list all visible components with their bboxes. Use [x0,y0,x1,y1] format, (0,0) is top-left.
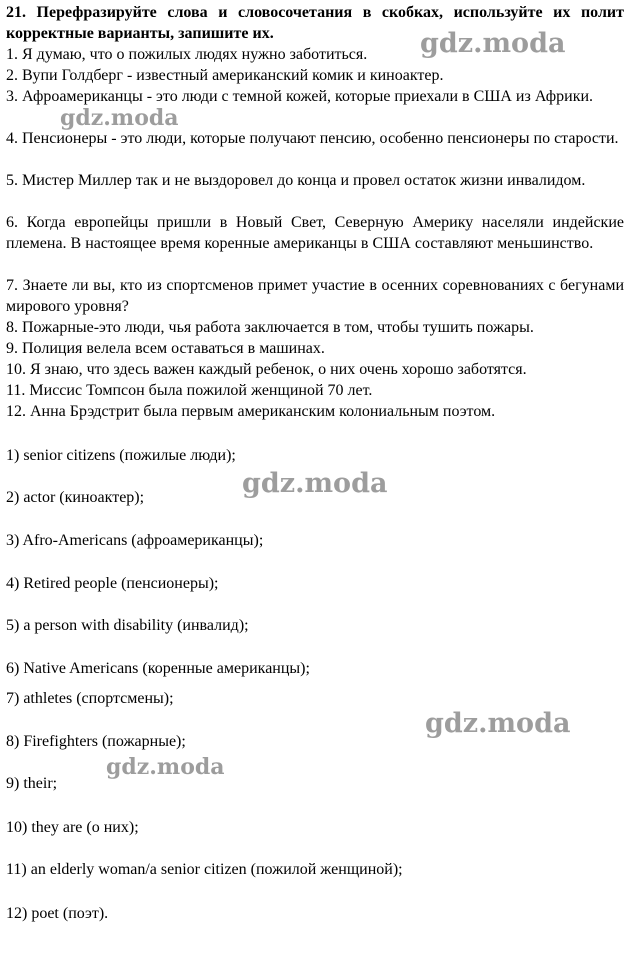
sentence-5: 5. Мистер Миллер так и не выздоровел до конца и провел остаток жизни инвалидом. [6,172,586,189]
watermark-4: gdz.moda [425,708,571,739]
sentence-7: 7. Знаете ли вы, кто из спортсменов примет участие в осенних соревнованиях с бегунами мирового уровня? [6,277,624,315]
watermark-3: gdz.moda [242,468,388,499]
answer-5: 5) a person with disability (инвалид); [6,617,249,634]
sentence-3: 3. Афроамериканцы - это люди с темной кожей, которые приехали в США из Африки. [6,88,594,105]
answer-10: 10) they are (о них); [6,819,139,836]
answer-8: 8) Firefighters (пожарные); [6,733,186,750]
exercise-header: 21. Перефразируйте слова и словосочетания в скобках, используйте их полит корректные варианты, запишите их. [6,4,624,42]
answer-11: 11) an elderly woman/a senior citizen (пожилой женщиной); [6,861,403,878]
answer-9: 9) their; [6,775,58,792]
answer-6: 6) Native Americans (коренные американцы); [6,660,310,677]
sentence-9: 9. Полиция велела всем оставаться в машинах. [6,340,325,357]
watermark-2: gdz.moda [60,105,179,131]
answer-12: 12) poet (поэт). [6,905,109,922]
watermark-1: gdz.moda [420,28,566,59]
sentence-4: 4. Пенсионеры - это люди, которые получают пенсию, особенно пенсионеры по старости. [6,130,619,147]
answer-4: 4) Retired people (пенсионеры); [6,575,219,592]
sentence-1: 1. Я думаю, что о пожилых людях нужно заботиться. [6,46,368,63]
answer-7: 7) athletes (спортсмены); [6,690,174,707]
answer-3: 3) Afro-Americans (афроамериканцы); [6,532,264,549]
watermark-5: gdz.moda [106,754,225,780]
sentence-12: 12. Анна Брэдстрит была первым американским колониальным поэтом. [6,403,496,420]
sentence-2: 2. Вупи Голдберг - известный американский комик и киноактер. [6,67,444,84]
answer-2: 2) actor (киноактер); [6,489,145,506]
sentence-6: 6. Когда европейцы пришли в Новый Свет, Северную Америку населяли индейские племена. В настоящее время коренные американцы в США составляют меньшинство. [6,214,624,252]
answer-1: 1) senior citizens (пожилые люди); [6,447,236,464]
sentence-10: 10. Я знаю, что здесь важен каждый ребенок, о них очень хорошо заботятся. [6,361,527,378]
sentence-11: 11. Миссис Томпсон была пожилой женщиной 70 лет. [6,382,373,399]
sentence-8: 8. Пожарные-это люди, чья работа заключается в том, чтобы тушить пожары. [6,319,534,336]
